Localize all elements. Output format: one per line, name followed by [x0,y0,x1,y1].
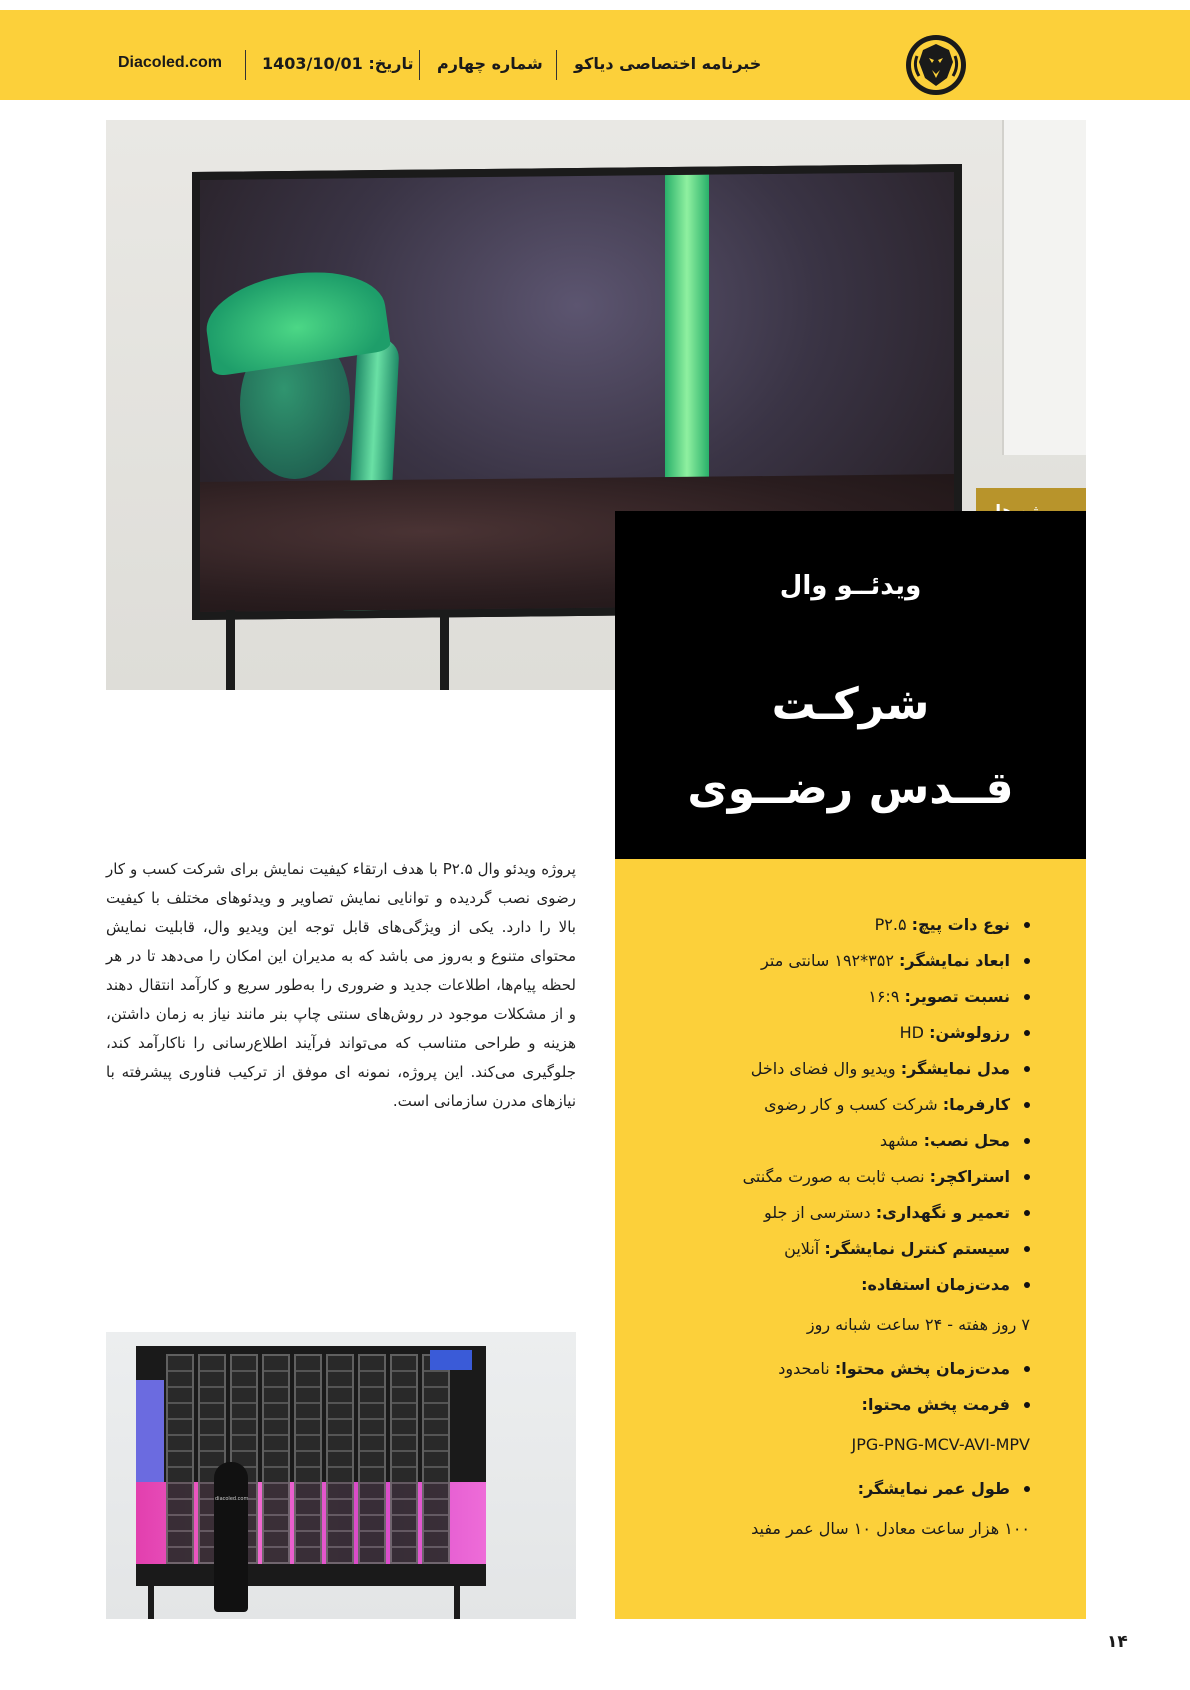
project-title-line: قــدس رضــوی [687,763,1014,814]
spec-item: رزولوشن: HD [660,1015,1030,1051]
project-title-line: شرکـت [771,679,930,730]
installation-photo [106,1332,576,1619]
spec-item: استراکچر: نصب ثابت به صورت مگنتی [660,1159,1030,1195]
page-number: ۱۴ [1107,1632,1128,1652]
specs-panel [615,859,1086,1619]
spec-item: تعمیر و نگهداری: دسترسی از جلو [660,1195,1030,1231]
spec-item: طول عمر نمایشگر: [660,1471,1030,1507]
header-bar [0,10,1190,100]
newsletter-title: خبرنامه اختصاصی دیاکو [574,54,762,73]
spec-item: نوع دات پیچ: P۲.۵ [660,907,1030,943]
seedling-stem [665,175,709,505]
spec-item-continued: ۷ روز هفته - ۲۴ ساعت شبانه روز [806,1315,1030,1334]
spec-item: سیستم کنترل نمایشگر: آنلاین [660,1231,1030,1267]
cabinet-column [326,1354,354,1564]
shirt-text: diacoled.com [215,1496,249,1502]
spec-item: ابعاد نمایشگر: ۳۵۲*۱۹۲ سانتی متر [660,943,1030,979]
frame-leg [148,1580,154,1619]
header-separator [556,50,557,80]
spec-item-continued: JPG-PNG-MCV-AVI-MPV [851,1435,1030,1454]
header-separator [419,50,420,80]
issue-number: شماره چهارم [437,54,543,73]
spec-item-continued: ۱۰۰ هزار ساعت معادل ۱۰ سال عمر مفید [751,1519,1030,1538]
wall-panel [1002,120,1086,455]
issue-date: تاریخ: 1403/10/01 [262,54,414,73]
cabinet-column [390,1354,418,1564]
cabinet-column [294,1354,322,1564]
lion-logo-icon [903,32,969,98]
screen-stand-leg [226,610,235,690]
cabinet-column [422,1354,450,1564]
spec-item: مدت‌زمان استفاده: [660,1267,1030,1303]
cabinet-column [358,1354,386,1564]
lit-panel-top [430,1350,472,1370]
cabinet-column [166,1354,194,1564]
spec-list [660,907,1030,1555]
technician [214,1462,248,1612]
website-link[interactable]: Diacoled.com [118,54,223,71]
lit-panel [136,1380,164,1486]
project-title [615,663,1086,831]
spec-item: مدل نمایشگر: ویدیو وال فضای داخل [660,1051,1030,1087]
screen-stand-leg [440,610,449,690]
spec-item: کارفرما: شرکت کسب و کار رضوی [660,1087,1030,1123]
frame-leg [454,1580,460,1619]
spec-item: فرمت پخش محتوا: [660,1387,1030,1423]
cabinet-column [262,1354,290,1564]
title-block [615,511,1086,859]
header-separator [245,50,246,80]
project-subtitle: ویدئــو وال [779,571,922,601]
spec-item: محل نصب: مشهد [660,1123,1030,1159]
spec-item: نسبت تصویر: ۱۶:۹ [660,979,1030,1015]
project-description: پروژه ویدئو وال P۲.۵ با هدف ارتقاء کیفیت نمایش برای شرکت کسب و کار رضوی نصب گردیده و توانایی نمایش تصاویر و ویدئوهای مختلف با کیفیت بالا را دارد. یکی از ویژگی‌های قابل توجه این ویدیو وال، قابلیت نمایش محتوای متنوع و به‌روز می باشد که به مدیران این امکان را می‌دهد تا در هر لحظه پیام‌ها، اطلاعات جدید و ضروری را به‌طور سریع و کارآمد انتقال دهند و از مشکلات موجود در روش‌های سنتی چاپ بنر مانند نیاز به زمان داشتن، هزینه و طراحی متناسب که می‌تواند فرآیند اطلاع‌رسانی را ناکارآمد کند، جلوگیری می‌کند. این پروژه، نمونه ای موفق از ترکیب فناوری پیشرفته با نیازهای مدرن سازمانی است. [106,860,576,1110]
spec-item: مدت‌زمان پخش محتوا: نامحدود [660,1351,1030,1387]
